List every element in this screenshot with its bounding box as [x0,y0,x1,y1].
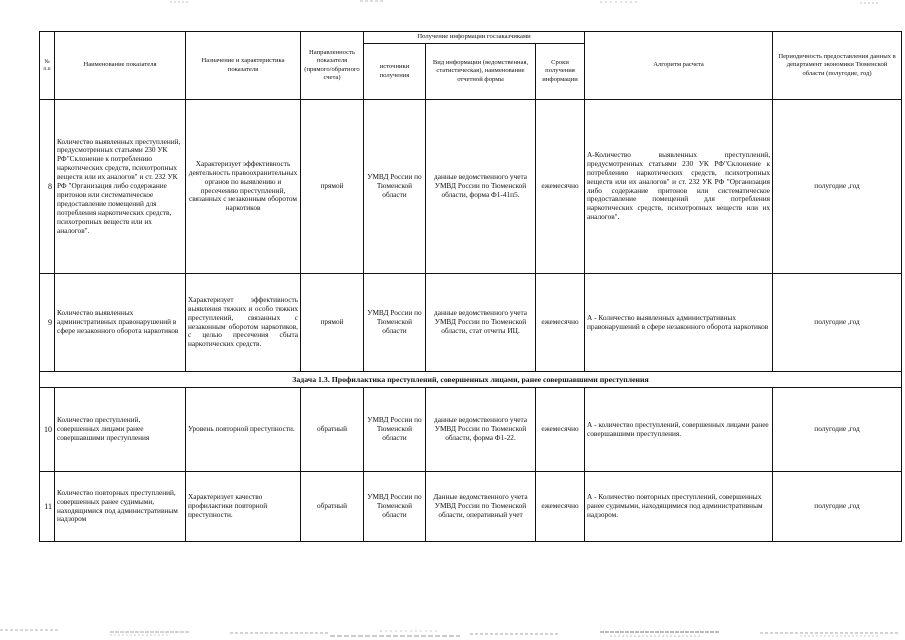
table-row [40,472,902,542]
report-frequency: полугодие ,год [773,388,902,472]
indicator-purpose: Уровень повторной преступности. [186,388,301,472]
report-frequency: полугодие ,год [773,472,902,542]
header-algorithm: Алгоритм расчета [585,32,773,100]
indicator-name: Количество преступлений, совершенных лицами ранее совершавшими преступления [55,388,186,472]
header-period: Сроки получения информации [536,44,585,100]
row-number: 11 [40,472,55,542]
info-period: ежемесячно [536,100,585,274]
task-heading: Задача 1.3. Профилактика преступлений, совершенных лицами, ранее совершавшими преступления [40,372,902,388]
calculation-algorithm: А-Количество выявленных преступлений, предусмотренных статьями 230 УК РФ"Склонение к потреблению наркотических средств, психотропных веществ или их аналогов" и ст. 232 УК РФ "Организация либо содержание притонов или систематическое предоставление помещений для потребления наркотических средств, психотропных веществ или их аналогов". [585,100,773,274]
table-row [40,274,902,372]
info-type: данные ведомственного учета УМВД России по Тюменской области, форма Ф1-22. [426,388,536,472]
row-number: 10 [40,388,55,472]
indicator-direction: обратный [301,388,364,472]
indicators-table-wrapper [39,31,901,542]
indicator-purpose: Характеризует эффективность выявления тяжких и особо тяжких преступлений, связанных с незаконным оборотом наркотиков, с целью пресечения сбыта наркотических средств. [186,274,301,372]
indicator-direction: прямой [301,274,364,372]
indicator-direction: обратный [301,472,364,542]
indicator-name: Количество повторных преступлений, совершенных ранее судимыми, находящимися под административным надзором [55,472,186,542]
info-period: ежемесячно [536,274,585,372]
info-type: данные ведомственного учета УМВД России по Тюменской области, стат отчеты ИЦ. [426,274,536,372]
calculation-algorithm: А - Количество выявленных административных правонарушений в сфере незаконного оборота наркотиков [585,274,773,372]
header-frequency: Периодичность предоставления данных в департамент экономики Тюменской области (полугодие, год) [773,32,902,100]
row-number: 9 [40,274,55,372]
header-info-type: Вид информации (ведомственная, статистическая), наименование отчетной формы [426,44,536,100]
header-source: источники получения [364,44,426,100]
indicator-purpose: Характеризует качество профилактики повторной преступности. [186,472,301,542]
header-direction: Направленность показателя (прямого/обратного счета) [301,32,364,100]
info-type: данные ведомственного учета УМВД России по Тюменской области, форма Ф1-41п5. [426,100,536,274]
info-period: ежемесячно [536,472,585,542]
header-name: Наименование показателя [55,32,186,100]
info-source: УМВД России по Тюменской области [364,274,426,372]
task-heading-row [40,372,902,388]
table-row [40,100,902,274]
scan-noise-top [0,0,905,10]
info-type: Данные ведомственного учета УМВД России по Тюменской области, оперативный учет [426,472,536,542]
indicator-name: Количество выявленных административных правонарушений в сфере незаконного оборота наркотиков [55,274,186,372]
calculation-algorithm: А - количество преступлений, совершенных лицами ранее совершавшими преступления. [585,388,773,472]
info-source: УМВД России по Тюменской области [364,100,426,274]
indicator-purpose: Характеризует эффективность деятельность правоохранительных органов по выявлению и пресечению преступлений, связанных с незаконным оборотом наркотиков [186,100,301,274]
info-source: УМВД России по Тюменской области [364,388,426,472]
scan-noise-bottom [0,622,905,640]
info-source: УМВД России по Тюменской области [364,472,426,542]
row-number: 8 [40,100,55,274]
header-gov-info: Получение информации госзаказчиками [364,32,585,44]
header-purpose: Назначение и характеристика показателя [186,32,301,100]
indicator-name: Количество выявленных преступлений, предусмотренных статьями 230 УК РФ"Склонение к потреблению наркотических средств, психотропных веществ или их аналогов" и ст. 232 УК РФ "Организация либо содержание притонов или систематическое предоставление помещений для потребления наркотических средств, психотропных веществ или их аналогов". [55,100,186,274]
header-no: № п.п [40,32,55,100]
calculation-algorithm: А - Количество повторных преступлений, совершенных ранее судимыми, находящимися под административным надзором. [585,472,773,542]
info-period: ежемесячно [536,388,585,472]
report-frequency: полугодие ,год [773,274,902,372]
report-frequency: полугодие ,год [773,100,902,274]
indicator-direction: прямой [301,100,364,274]
table-row [40,388,902,472]
indicators-table [39,31,902,542]
